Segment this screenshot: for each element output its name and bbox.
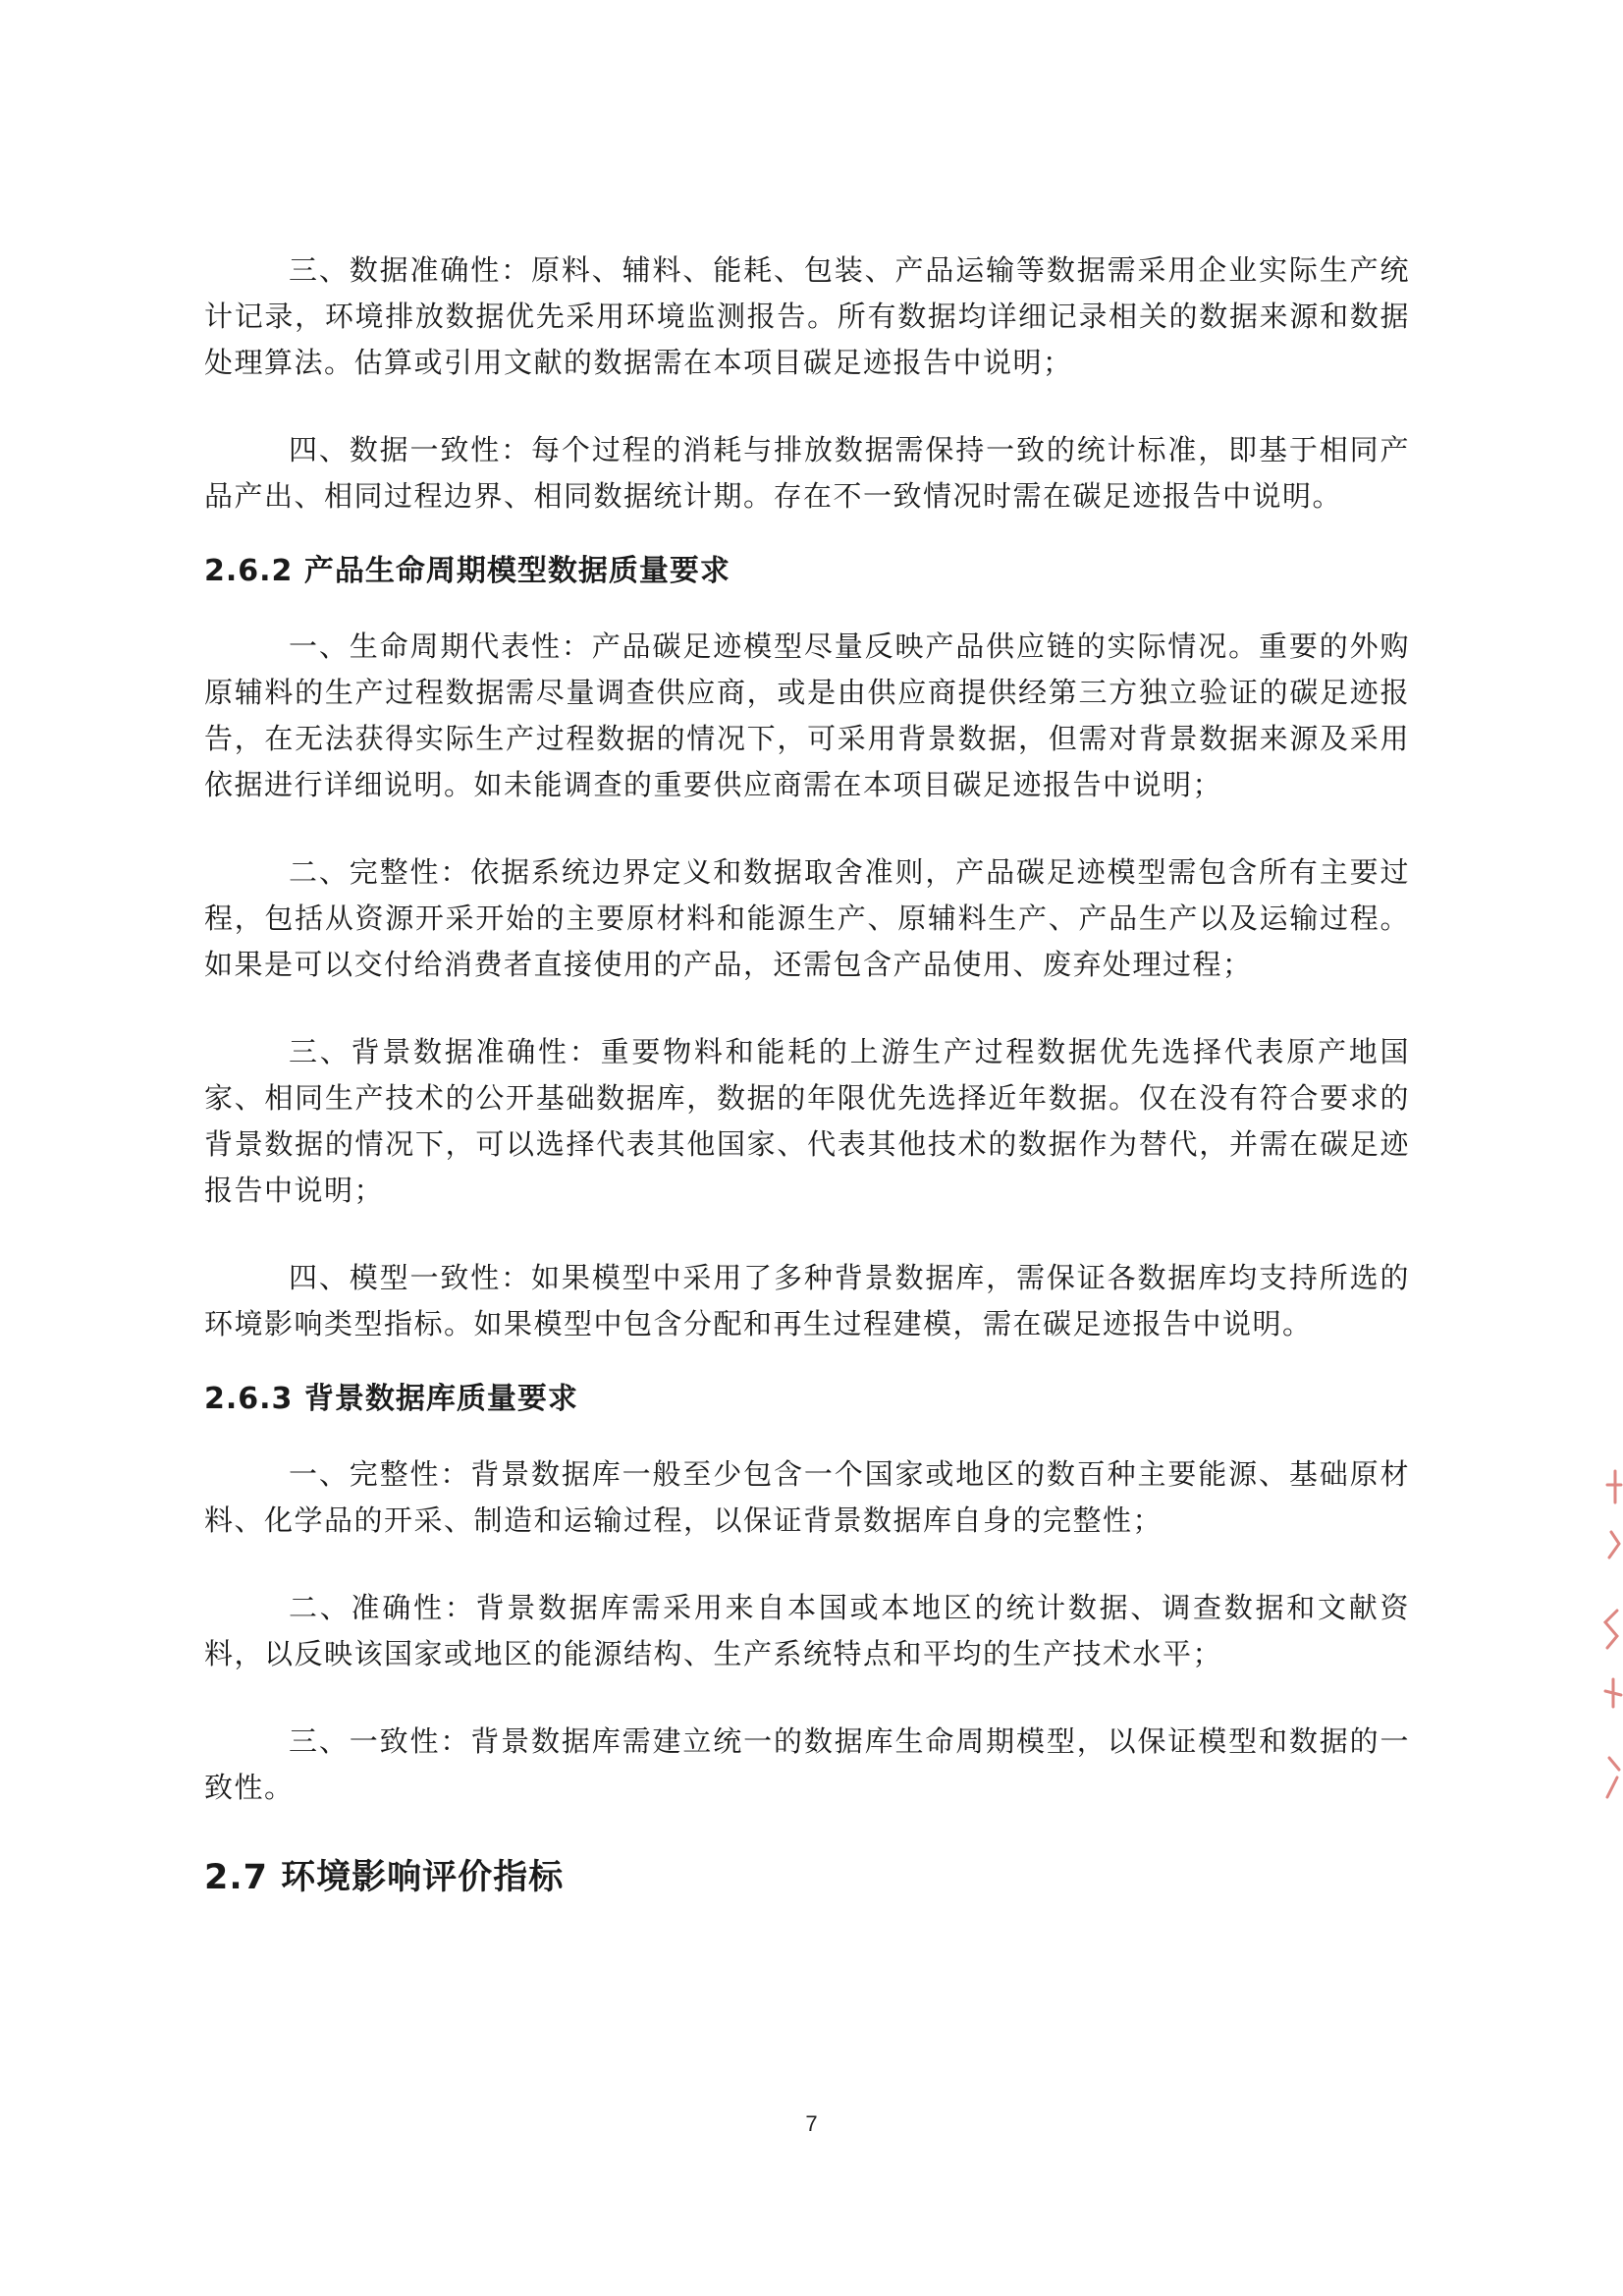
paragraph-lifecycle-representativeness: 一、生命周期代表性：产品碳足迹模型尽量反映产品供应链的实际情况。重要的外购原辅料的生产过程数据需尽量调查供应商，或是由供应商提供经第三方独立验证的碳足迹报告，在无法获得实际生产过程数据的情况下，可采用背景数据，但需对背景数据来源及采用依据进行详细说明。如未能调查的重要供应商需在本项目碳足迹报告中说明； (204, 629, 1410, 801)
paragraph-database-accuracy: 二、准确性：背景数据库需采用来自本国或本地区的统计数据、调查数据和文献资料，以反映该国家或地区的能源结构、生产系统特点和平均的生产技术水平； (204, 1591, 1410, 1670)
paragraph-data-accuracy: 三、数据准确性：原料、辅料、能耗、包装、产品运输等数据需采用企业实际生产统计记录，环境排放数据优先采用环境监测报告。所有数据均详细记录相关的数据来源和数据处理算法。估算或引用文献的数据需在本项目碳足迹报告中说明； (204, 253, 1410, 379)
paragraph-database-consistency: 三、一致性：背景数据库需建立统一的数据库生命周期模型，以保证模型和数据的一致性。 (204, 1724, 1410, 1804)
page-number: 7 (805, 2111, 818, 2136)
paragraph-model-consistency: 四、模型一致性：如果模型中采用了多种背景数据库，需保证各数据库均支持所选的环境影响类型指标。如果模型中包含分配和再生过程建模，需在碳足迹报告中说明。 (204, 1261, 1410, 1340)
subheading-2-6-2: 2.6.2 产品生命周期模型数据质量要求 (204, 554, 730, 588)
paragraph-data-consistency: 四、数据一致性：每个过程的消耗与排放数据需保持一致的统计标准，即基于相同产品产出、相同过程边界、相同数据统计期。存在不一致情况时需在碳足迹报告中说明。 (204, 433, 1410, 513)
paragraph-model-completeness: 二、完整性：依据系统边界定义和数据取舍准则，产品碳足迹模型需包含所有主要过程，包括从资源开采开始的主要原材料和能源生产、原辅料生产、产品生产以及运输过程。如果是可以交付给消费者直接使用的产品，还需包含产品使用、废弃处理过程； (204, 855, 1410, 981)
seal-stamp-fragment (1597, 1463, 1623, 1817)
paragraph-background-data-accuracy: 三、背景数据准确性：重要物料和能耗的上游生产过程数据优先选择代表原产地国家、相同生产技术的公开基础数据库，数据的年限优先选择近年数据。仅在没有符合要求的背景数据的情况下，可以选择代表其他国家、代表其他技术的数据作为替代，并需在碳足迹报告中说明； (204, 1035, 1410, 1207)
paragraph-database-completeness: 一、完整性：背景数据库一般至少包含一个国家或地区的数百种主要能源、基础原材料、化学品的开采、制造和运输过程，以保证背景数据库自身的完整性； (204, 1457, 1410, 1537)
page-content (204, 247, 1410, 1903)
section-heading-2-7: 2.7 环境影响评价指标 (204, 1858, 565, 1897)
subheading-2-6-3: 2.6.3 背景数据库质量要求 (204, 1382, 578, 1416)
